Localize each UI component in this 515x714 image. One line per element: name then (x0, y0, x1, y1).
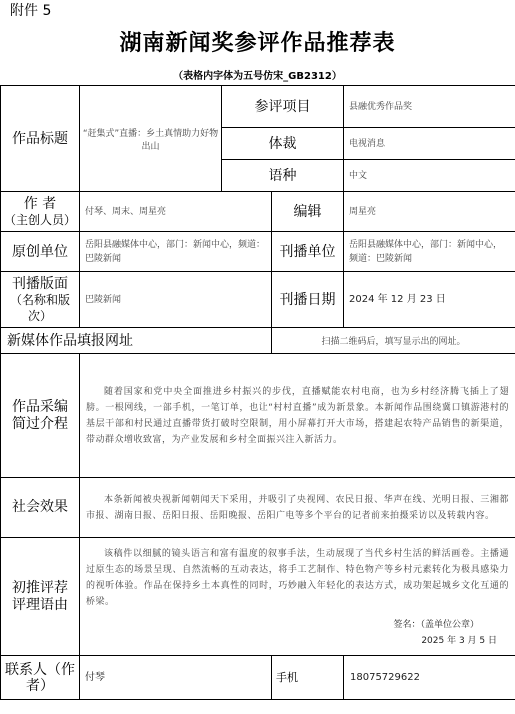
editor-value: 周星亮 (344, 192, 515, 232)
effect-label: 社会效果 (1, 478, 80, 538)
layout-label (1, 272, 80, 328)
url-value: 扫描二维码后，填写显示出的网址。 (272, 328, 515, 354)
author-label-main: 作 者 (23, 195, 57, 212)
recommendation-cell (80, 538, 515, 656)
category-label: 参评项目 (222, 86, 344, 128)
publish-unit-label: 刊播单位 (272, 232, 344, 272)
genre-label: 体裁 (222, 128, 344, 160)
publish-date-label: 刊播日期 (272, 272, 344, 328)
author-value: 付琴、周末、周星亮 (80, 192, 272, 232)
recommendation-value: 该稿件以细腻的镜头语言和富有温度的叙事手法，生动展现了当代乡村生活的鲜活画卷。主播通过原生态的场景呈现、自然流畅的互动表达，将手工艺制作、特色物产等乡村元素转化为极具感染力的视听体验。作品在保持乡土本真性的同时，巧妙融入年轻化的表达方式，成功架起城乡文化互通的桥梁。 (86, 548, 509, 607)
process-value: 随着国家和党中央全面推进乡村振兴的步伐，直播赋能农村电商，也为乡村经济腾飞插上了翅膀。一根网线，一部手机，一笔订单，也让“村村直播”成为新景象。本新闻作品围绕冀口镇游港村的基层干部和村民通过直播带货打破时空限制，用小屏幕打开大市场，搭建起农特产品销售的新渠道，带动群众增收致富，为产业发展和乡村全面振兴注入新活力。 (80, 354, 515, 478)
contact-label: 联系人（作者） (1, 656, 80, 700)
original-unit-value: 岳阳县融媒体中心，部门：新闻中心，频道：巴陵新闻 (80, 232, 272, 272)
recommendation-form (0, 85, 515, 700)
author-label (1, 192, 80, 232)
genre-value: 电视消息 (344, 128, 515, 160)
contact-value: 付琴 (80, 656, 272, 700)
sign-date: 2025 年 3 月 5 日 (421, 635, 497, 646)
url-label: 新媒体作品填报网址 (1, 328, 272, 354)
phone-label: 手机 (272, 656, 344, 700)
language-value: 中文 (344, 160, 515, 192)
layout-label-sub: （名称和版次） (9, 292, 70, 323)
form-title: 湖南新闻奖参评作品推荐表 (119, 31, 396, 56)
effect-value: 本条新闻被央视新闻朝闻天下采用，并吸引了央视网、农民日报、华声在线、光明日报、三湘都市报、湖南日报、岳阳日报、岳阳晚报、岳阳广电等多个平台的记者前来拍摄采访以及转载内容。 (80, 478, 515, 538)
process-label: 作品采编简过介程 (1, 354, 80, 478)
editor-label: 编辑 (272, 192, 344, 232)
signature-line: 签名：（盖单位公章） (393, 619, 479, 630)
work-title-value: “赶集式”直播：乡土真情助力好物出山 (80, 86, 222, 192)
layout-value: 巴陵新闻 (80, 272, 272, 328)
attachment-number: 附件 5 (10, 3, 52, 19)
language-label: 语种 (222, 160, 344, 192)
publish-unit-value: 岳阳县融媒体中心，部门：新闻中心，频道：巴陵新闻 (344, 232, 515, 272)
recommendation-label: 初推评荐评理语由 (1, 538, 80, 656)
font-note: （表格内字体为五号仿宋_GB2312） (173, 71, 342, 82)
original-unit-label: 原创单位 (1, 232, 80, 272)
author-label-sub: （主创人员） (3, 212, 76, 227)
work-title-label: 作品标题 (1, 86, 80, 192)
publish-date-value: 2024 年 12 月 23 日 (344, 272, 515, 328)
category-value: 县融优秀作品奖 (344, 86, 515, 128)
layout-label-main: 刊播版面 (12, 275, 68, 292)
phone-value: 18075729622 (344, 656, 515, 700)
